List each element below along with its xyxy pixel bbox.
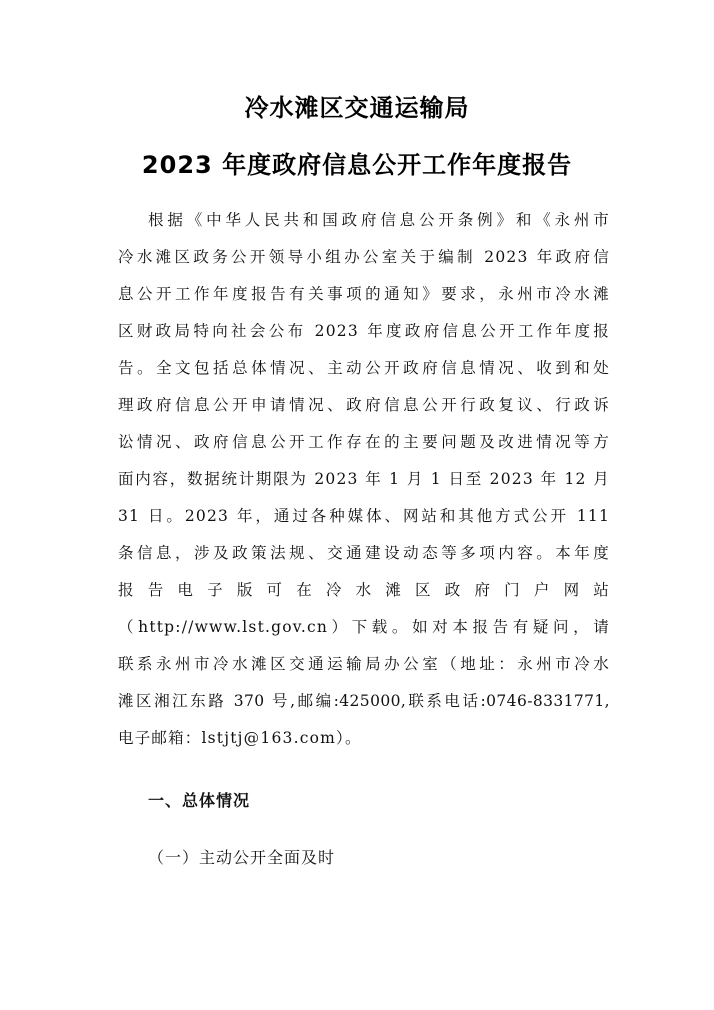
paragraph-line: 面内容，数据统计期限为 2023 年 1 月 1 日至 2023 年 12 月 [118,470,610,488]
paragraph-line: 冷水滩区政务公开领导小组办公室关于编制 2023 年政府信 [118,248,610,266]
paragraph-line: 31 日。2023 年，通过各种媒体、网站和其他方式公开 111 [118,507,610,525]
paragraph-line: 理政府信息公开申请情况、政府信息公开行政复议、行政诉 [118,396,610,414]
document-title-line1: 冷水滩区交通运输局 [244,94,470,122]
paragraph-line: 告。全文包括总体情况、主动公开政府信息情况、收到和处 [118,359,610,377]
paragraph-line: 滩区湘江东路 370 号,邮编:425000,联系电话:0746-8331771, [118,692,610,710]
paragraph-line: 条信息，涉及政策法规、交通建设动态等多项内容。本年度 [118,544,610,562]
subsection-heading: （一）主动公开全面及时 [148,848,336,867]
paragraph-line: 联系永州市冷水滩区交通运输局办公室（地址：永州市冷水 [118,655,610,673]
section-heading: 一、总体情况 [148,791,251,810]
paragraph-line: 讼情况、政府信息公开工作存在的主要问题及改进情况等方 [118,433,610,451]
document-title-line2: 2023 年度政府信息公开工作年度报告 [141,151,573,179]
paragraph-line: （http://www.lst.gov.cn）下载。如对本报告有疑问，请 [118,618,610,636]
paragraph-line: 区财政局特向社会公布 2023 年度政府信息公开工作年度报 [118,322,610,340]
paragraph-line: 电子邮箱：lstjtj@163.com）。 [118,729,362,747]
paragraph-line: 息公开工作年度报告有关事项的通知》要求，永州市冷水滩 [118,285,610,303]
paragraph-line: 根据《中华人民共和国政府信息公开条例》和《永州市 [148,211,610,229]
paragraph-line: 报告电子版可在冷水滩区政府门户网站 [118,581,610,599]
